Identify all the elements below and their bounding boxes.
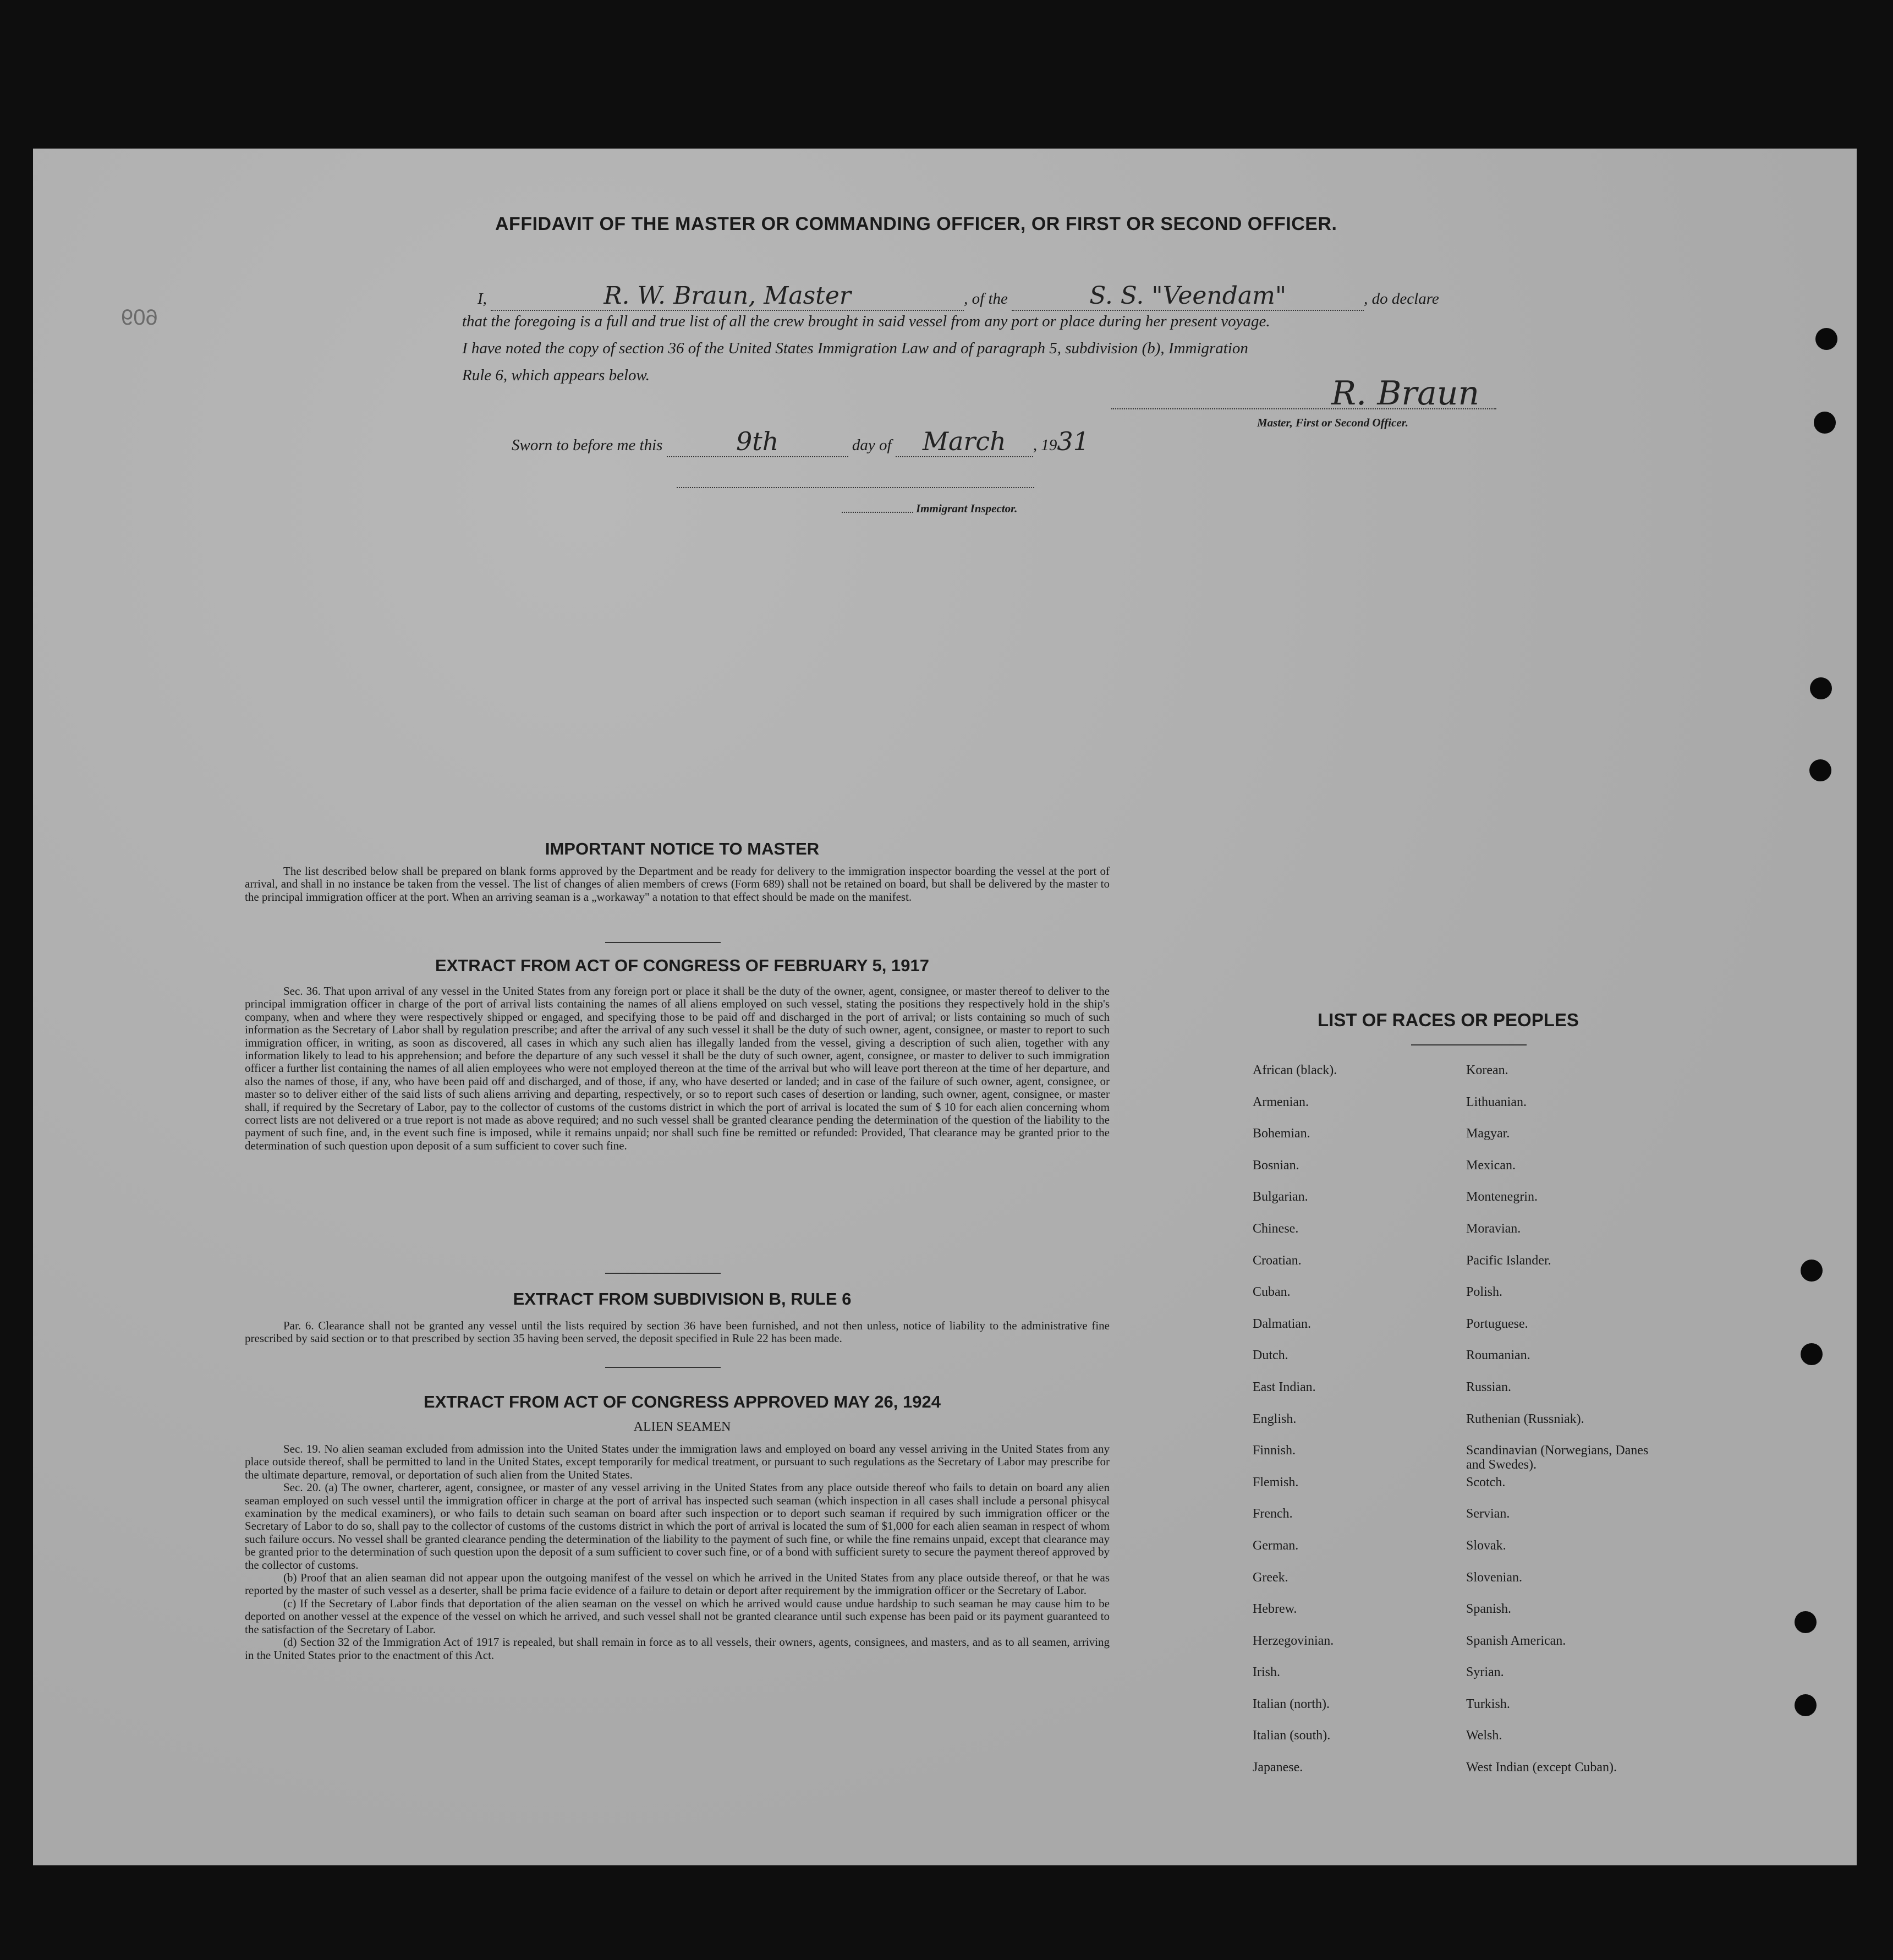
- race-item: East Indian.: [1253, 1379, 1316, 1394]
- sworn-day-of: day of: [852, 436, 892, 454]
- race-item: West Indian (except Cuban).: [1466, 1760, 1617, 1775]
- races-right-column: [1466, 1063, 1664, 1792]
- extract-1924-title: EXTRACT FROM ACT OF CONGRESS APPROVED MAY 26, 1924: [424, 1392, 941, 1411]
- race-item: Herzegovinian.: [1253, 1633, 1334, 1648]
- notice-text: [245, 865, 1110, 904]
- divider: [605, 942, 721, 943]
- inspector-line-2: [842, 512, 913, 513]
- race-item: Portuguese.: [1466, 1316, 1528, 1331]
- race-item: Magyar.: [1466, 1126, 1510, 1141]
- sworn-prefix: Sworn to before me this: [512, 436, 663, 454]
- divider: [605, 1367, 721, 1368]
- race-item: African (black).: [1253, 1063, 1337, 1077]
- race-item: Lithuanian.: [1466, 1094, 1527, 1109]
- affidavit-line-2: that the foregoing is a full and true list of all the crew brought in said vessel from any port or place during her present voyage.: [462, 313, 1270, 330]
- affidavit-line-4: Rule 6, which appears below.: [462, 366, 650, 384]
- signature-caption: Master, First or Second Officer.: [1257, 416, 1408, 429]
- race-item: German.: [1253, 1538, 1299, 1553]
- race-item: Servian.: [1466, 1507, 1510, 1521]
- race-item: English.: [1253, 1411, 1297, 1426]
- section-20a-paragraph: Sec. 20. (a) The owner, charterer, agent, consignee, or master of any vessel arriving in the United States from any place outside thereof who fails to detain on board any alien seaman employed on such vessel until the immigration officer in charge at the port of arrival has inspected such seaman (which inspection in all cases shall include a personal phisycal examination by the medical examiners), or who fails to detain such seaman on board after such inspection or to deport such seaman if required by such immigration officer or the Secretary of Labor to do so, shall pay to the collector of customs of the customs district in which the port of arrival is located the sum of $1,000 for each alien seaman in respect of whom such failure occurs. No vessel shall be granted clearance pending the determination of the liability to the payment of such fine, or while the fine remains unpaid, except that clearance may be granted prior to the determination of such question upon the deposit of a sum sufficient to cover such fine, or of a bond with sufficient surety to secure the payment thereof approved by the collector of customs.: [245, 1481, 1110, 1572]
- race-item: Bohemian.: [1253, 1126, 1310, 1141]
- race-item: Moravian.: [1466, 1221, 1521, 1236]
- race-item: Spanish American.: [1466, 1633, 1566, 1648]
- divider: [605, 1273, 721, 1274]
- section-20b-paragraph: (b) Proof that an alien seaman did not appear upon the outgoing manifest of the vessel on which he arrived in the United States from any place outside thereof, or that he was reported by the master of such vessel as a deserter, shall be prima facie evidence of a failure to detain or deport after requirement by the immigration officer or the Secretary of Labor.: [245, 1571, 1110, 1597]
- extract-rule6-title: EXTRACT FROM SUBDIVISION B, RULE 6: [513, 1289, 852, 1309]
- race-item: Polish.: [1466, 1285, 1503, 1300]
- race-item: Montenegrin.: [1466, 1190, 1538, 1205]
- binder-hole: [1814, 412, 1836, 434]
- race-item: Cuban.: [1253, 1285, 1291, 1300]
- race-item: Bosnian.: [1253, 1158, 1299, 1173]
- affidavit-title: AFFIDAVIT OF THE MASTER OR COMMANDING OFFICER, OR FIRST OR SECOND OFFICER.: [495, 213, 1337, 234]
- race-item: Flemish.: [1253, 1475, 1299, 1490]
- race-item: Dutch.: [1253, 1348, 1288, 1363]
- race-item: Mexican.: [1466, 1158, 1516, 1173]
- section-20c-paragraph: (c) If the Secretary of Labor finds that deportation of the alien seaman on the vessel on which he arrived would cause undue hardship to such seaman he may cause him to be deported on another vessel at the expence of the vessel on which he arrived, and such vessel shall not be granted clearance until such expense has been paid or its payment guaranteed to the satisfaction of the Secretary of Labor.: [245, 1596, 1110, 1636]
- ship-name: S. S. "Veendam": [1012, 282, 1364, 311]
- alien-seamen-subtitle: ALIEN SEAMEN: [633, 1420, 731, 1434]
- binder-hole: [1801, 1260, 1823, 1282]
- race-item: French.: [1253, 1507, 1293, 1521]
- race-item: Hebrew.: [1253, 1602, 1297, 1617]
- race-item: Scotch.: [1466, 1475, 1506, 1490]
- of-the-label: , of the: [964, 290, 1008, 308]
- race-item: Japanese.: [1253, 1760, 1303, 1775]
- sworn-month: March: [896, 426, 1033, 457]
- race-item: Spanish.: [1466, 1602, 1512, 1617]
- race-item: Ruthenian (Russniak).: [1466, 1411, 1584, 1426]
- binder-hole: [1810, 677, 1832, 699]
- section-20d-paragraph: (d) Section 32 of the Immigration Act of 1917 is repealed, but shall remain in force as to all vessels, their owners, agents, consignees, and masters, and as to all seamen, arriving in the United States prior to the enactment of this Act.: [245, 1635, 1110, 1662]
- sworn-year-prefix: , 19: [1033, 436, 1057, 454]
- race-item: Armenian.: [1253, 1094, 1309, 1109]
- races-left-column: [1253, 1063, 1434, 1792]
- race-item: Italian (south).: [1253, 1728, 1331, 1743]
- affidavit-line-3: I have noted the copy of section 36 of the United States Immigration Law and of paragraph 5, subdivision (b), Immigration: [462, 340, 1248, 357]
- extract-1924-text: [245, 1443, 1110, 1662]
- race-item: Bulgarian.: [1253, 1190, 1308, 1205]
- notice-title: IMPORTANT NOTICE TO MASTER: [545, 839, 820, 858]
- race-item: Chinese.: [1253, 1221, 1299, 1236]
- affidavit-prefix: I,: [478, 290, 487, 308]
- section-36-paragraph: Sec. 36. That upon arrival of any vessel in the United States from any foreign port or place it shall be the duty of the owner, agent, consignee, or master thereof to deliver to the principal immigration officer in charge of the port of arrival lists containing the names of all aliens employed on such vessel, stating the positions they respectively hold in the ship's company, when and where they were respectively shipped or engaged, and specifying those to be paid off and discharged in the port of arrival; or lists containing so much of such information as the Secretary of Labor shall by regulation prescribe; and after the arrival of any such vessel it shall be the duty of such owner, agent, consignee, or master to report to such immigration officer, in writing, as soon as discovered, all cases in which any such alien has illegally landed from the vessel, giving a description of such alien, together with any information likely to lead to his apprehension; and before the departure of any such vessel it shall be the duty of such owner, agent, consignee, or master to deliver to such immigration officer a further list containing the names of all alien employees who were not employed thereon at the time of the arrival but who will leave port thereon at the time of her departure, and also the names of those, if any, who have been paid off and discharged, and of those, if any, who have deserted or landed; and in case of the failure of such owner, agent, consignee, or master so to deliver either of the said lists of such aliens arriving and departing, respectively, or so to report such cases of desertion or landing, such owner, agent, consignee, or master shall, if required by the Secretary of Labor, pay to the collector of customs of the customs district in which the port of arrival is located the sum of $ 10 for each alien concerning whom correct lists are not delivered or a true report is not made as above required; and no such vessel shall be granted clearance pending the determination of the question of the liability to the payment of such fine, and, in the event such fine is imposed, while it remains unpaid; nor shall such fine be remitted or refunded: Provided, That clearance may be granted prior to the determination of such question upon deposit of a sum sufficient to cover such fine.: [245, 984, 1110, 1152]
- race-item: Italian (north).: [1253, 1696, 1330, 1711]
- extract-rule6-text: [245, 1320, 1110, 1345]
- margin-stamp-number: 609: [121, 305, 158, 330]
- extract-1917-text: [245, 985, 1110, 1152]
- sworn-line: [512, 426, 1089, 457]
- divider: [1411, 1044, 1527, 1045]
- race-item: Syrian.: [1466, 1665, 1504, 1680]
- race-item: Irish.: [1253, 1665, 1280, 1680]
- race-item: Scandinavian (Norwegians, Danes and Swedes).: [1466, 1443, 1649, 1472]
- section-19-paragraph: Sec. 19. No alien seaman excluded from admission into the United States under the immigration laws and employed on board any vessel arriving in the United States from any place outside thereof, shall be permitted to land in the United States, except temporarily for medical treatment, or pursuant to such regulations as the Secretary of Labor may prescribe for the ultimate departure, removal, or deportation of such alien from the United States.: [245, 1442, 1110, 1481]
- race-item: Croatian.: [1253, 1253, 1302, 1268]
- paragraph-6: Par. 6. Clearance shall not be granted any vessel until the lists required by section 36 have been furnished, and not then unless, notice of liability to the administrative fine prescribed by said section or to that prescribed by section 35 having been served, the deposit specified in Rule 22 has been made.: [245, 1319, 1110, 1345]
- race-item: Dalmatian.: [1253, 1316, 1311, 1331]
- races-title: LIST OF RACES OR PEOPLES: [1318, 1010, 1579, 1030]
- signature-line: [1111, 408, 1496, 409]
- declare-label: , do declare: [1364, 290, 1439, 308]
- race-item: Roumanian.: [1466, 1348, 1530, 1363]
- binder-hole: [1809, 759, 1831, 781]
- race-item: Finnish.: [1253, 1443, 1296, 1458]
- race-item: Pacific Islander.: [1466, 1253, 1551, 1268]
- inspector-line-1: [677, 487, 1034, 488]
- notice-paragraph: The list described below shall be prepared on blank forms approved by the Department and be ready for delivery to the immigration inspector boarding the vessel at the port of arrival, and shall in no instance be taken from the vessel. The list of changes of alien members of crews (Form 689) shall not be retained on board, but shall be delivered by the master to the principal immigration officer at the port. When an arriving seaman is a „workaway" a notation to that effect should be made on the manifest.: [245, 864, 1110, 904]
- master-signature: R. Braun: [1331, 374, 1480, 413]
- master-name: R. W. Braun, Master: [491, 282, 964, 311]
- affidavit-line-1: [478, 282, 1439, 311]
- race-item: Korean.: [1466, 1063, 1508, 1077]
- binder-hole: [1795, 1611, 1817, 1633]
- race-item: Turkish.: [1466, 1696, 1510, 1711]
- race-item: Slovak.: [1466, 1538, 1506, 1553]
- race-item: Slovenian.: [1466, 1570, 1522, 1585]
- binder-hole: [1795, 1694, 1817, 1716]
- extract-1917-title: EXTRACT FROM ACT OF CONGRESS OF FEBRUARY 5, 1917: [435, 956, 929, 975]
- binder-hole: [1815, 328, 1837, 350]
- binder-hole: [1801, 1343, 1823, 1365]
- race-item: Greek.: [1253, 1570, 1288, 1585]
- sworn-day: 9th: [667, 426, 848, 457]
- sworn-year: 31: [1057, 426, 1089, 456]
- inspector-caption: Immigrant Inspector.: [916, 502, 1018, 515]
- race-item: Russian.: [1466, 1379, 1512, 1394]
- race-item: Welsh.: [1466, 1728, 1502, 1743]
